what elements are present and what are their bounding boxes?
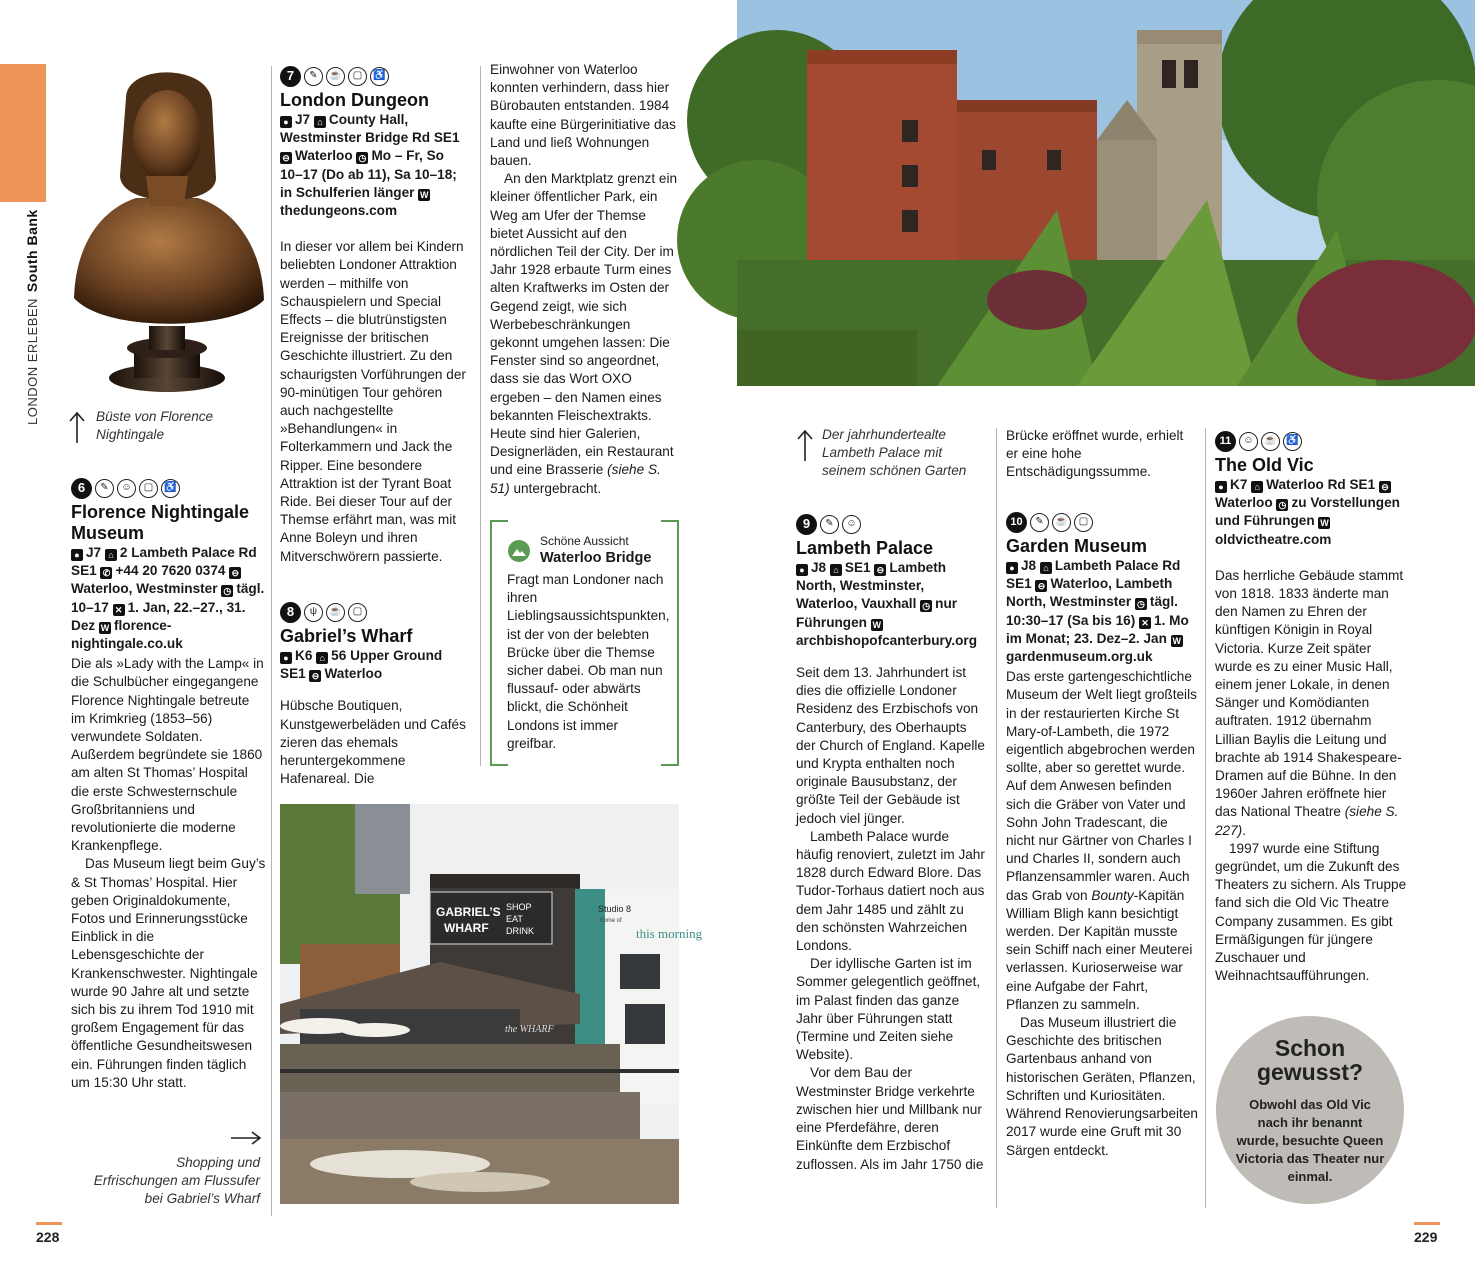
entry-body: Die als »Lady with the Lamp« in die Schulbücher eingegangene Florence Nightingale betreute im Krimkrieg (1853–56) verwundete Soldaten. Außerdem begründete sie 1860 am alten St Thomas’ Hospital die erste Schwesternschule Großbritanniens und revolutionierte die moderne Krankenpflege. <box>71 656 264 854</box>
entry-info: ● J7 ⌂ County Hall, Westminster Bridge Rd SE1 ⊖ Waterloo ◷ Mo – Fr, So 10–17 (Do ab 11), Sa 10–18; in Schulferien länger Wthedungeons.com <box>280 112 460 219</box>
entry-website[interactable]: gardenmuseum.org.uk <box>1006 649 1153 665</box>
entry-website[interactable]: oldvictheatre.com <box>1215 531 1332 547</box>
house-icon: ⌂ <box>1040 562 1052 574</box>
viewpoint-kicker: Schöne Aussicht <box>540 534 629 548</box>
entry-icons <box>1215 429 1407 453</box>
wheelchair-icon: ♿ <box>1283 432 1302 451</box>
lambeth-palace-photo <box>737 0 1475 386</box>
clock-icon: ◷ <box>920 600 932 612</box>
arrow-up-icon <box>68 410 86 444</box>
entry-title: London Dungeon <box>280 90 429 110</box>
viewpoint-title: Waterloo Bridge <box>540 550 652 566</box>
entry-body: In dieser vor allem bei Kindern beliebten Londoner Attraktion werden – mithilfe von Schauspielern und Special Effects – die blutrünstigsten Ereignisse der britischen Geschichte illustriert. Zu den schaurigsten Vorführungen der 90-minütigen Tour gehören auch nachgestellte »Behandlungen« in Folterkammern und Jack the Ripper. Eine besondere Attraktion ist der Tyrant Boat Ride. Bei dieser Tour auf der Themse erfährt man, was mit Anne Boleyn und ihren Mitverschwörern passierte. <box>280 239 466 564</box>
entry-number: 9 <box>796 514 817 535</box>
web-icon: W <box>1320 518 1329 529</box>
entry-title: Gabriel’s Wharf <box>280 626 413 646</box>
svg-text:Studio 8: Studio 8 <box>598 904 632 914</box>
entry-icons <box>280 64 470 88</box>
house-icon: ⌂ <box>830 564 842 576</box>
entry-icons <box>1006 510 1198 534</box>
clock-icon: ◷ <box>1135 598 1147 610</box>
clock-icon: ◷ <box>221 585 233 597</box>
arrow-right-icon <box>230 1130 262 1151</box>
column-rule <box>480 66 481 766</box>
underground-icon: ⊖ <box>874 564 886 576</box>
entry-garden-museum <box>1006 510 1198 1160</box>
svg-text:DRINK: DRINK <box>506 926 535 936</box>
did-you-know-circle <box>1216 1016 1404 1204</box>
clock-icon: ◷ <box>1276 499 1288 511</box>
column-rule <box>1205 428 1206 1208</box>
underground-icon: ⊖ <box>229 567 241 579</box>
ticket-icon: ✎ <box>304 67 323 86</box>
web-icon: W <box>872 619 882 630</box>
shop-icon: ▢ <box>139 479 158 498</box>
viewpoint-body: Fragt man Londoner nach ihren Lieblingsaussichtspunkten, ist der von der belebten Brücke über die Themse sicher dabei. Ob man nun flussauf- oder abwärts blickt, die Schönheit Londons ist immer greifbar. <box>507 572 670 751</box>
entry-website[interactable]: florence-nightingale.co.uk <box>71 617 183 652</box>
entry-info: ● J8 ⌂ Lambeth Palace Rd SE1 ⊖ Waterloo, Lambeth North, Westminster ◷ tägl. 10:30–17 (Sa bis 16) ✕ 1. Mo im Monat; 23. Dez–2. Jan Wgardenmuseum.org.uk <box>1006 558 1189 665</box>
wheelchair-icon: ♿ <box>370 67 389 86</box>
map-pin-icon: ● <box>1215 481 1227 493</box>
family-icon: ☺ <box>842 515 861 534</box>
entry-body: Seit dem 13. Jahrhundert ist dies die offizielle Londoner Residenz des Erzbischofs von Canterbury, des Oberhaupts der Church of England. Kapelle und Krypta enthalten noch originale Bausubstanz, der größte Teil der Gebäude ist jedoch viel jünger. <box>796 665 985 826</box>
shop-icon: ▢ <box>1074 513 1093 532</box>
ticket-icon: ✎ <box>820 515 839 534</box>
entry-icons <box>71 476 267 500</box>
entry-title: The Old Vic <box>1215 455 1314 475</box>
did-you-know-title: Schon gewusst? <box>1256 1035 1364 1085</box>
map-pin-icon: ● <box>280 116 292 128</box>
house-icon: ⌂ <box>105 549 117 561</box>
section-color-tab <box>0 64 46 202</box>
column-rule <box>271 66 272 1216</box>
svg-text:EAT: EAT <box>506 914 523 924</box>
section-label: LONDON ERLEBENSouth Bank <box>24 209 40 425</box>
entry-florence-nightingale <box>71 476 267 1092</box>
entry-website[interactable]: thedungeons.com <box>280 203 398 219</box>
wheelchair-icon: ♿ <box>161 479 180 498</box>
map-pin-icon: ● <box>796 564 808 576</box>
entry-number: 11 <box>1215 431 1236 452</box>
wharf-sign-arrows: SHOP <box>506 902 532 912</box>
entry-body: Der idyllische Garten ist im Sommer gelegentlich geöffnet, im Palast finden das ganze Jahr über Führungen statt (Termine und Zeiten siehe Website). <box>796 956 981 1063</box>
entry-title: Lambeth Palace <box>796 538 934 558</box>
entry-number: 6 <box>71 478 92 499</box>
map-pin-icon: ● <box>1006 562 1018 574</box>
cafe-icon: ☕ <box>1052 513 1071 532</box>
entry-title: Garden Museum <box>1006 536 1148 556</box>
entry-info: ● J8 ⌂ SE1 ⊖ Lambeth North, Westminster, Waterloo, Vauxhall ◷ nur Führungen Warchbishopofcanterbury.org <box>796 560 978 648</box>
entry-number: 10 <box>1006 512 1027 533</box>
house-icon: ⌂ <box>1251 481 1263 493</box>
family-icon: ☺ <box>1239 432 1258 451</box>
shop-icon: ▢ <box>348 67 367 86</box>
entry-website[interactable]: archbishopofcanterbury.org <box>796 632 978 648</box>
entry-info: ● J7 ⌂ 2 Lambeth Palace Rd SE1 ✆ +44 20 7620 0374 ⊖Waterloo, Westminster ◷ tägl. 10–17 ✕ 1. Jan, 22.–27., 31. Dez W florence-nightingale.co.uk <box>71 545 265 652</box>
family-icon: ☺ <box>117 479 136 498</box>
closed-calendar-icon: ✕ <box>113 604 125 616</box>
cafe-icon: ☕ <box>326 603 345 622</box>
ticket-icon: ✎ <box>95 479 114 498</box>
entry-body: Das erste gartengeschichtliche Museum der Welt liegt großteils in der restaurierten Kirche St Mary-of-Lambeth, die 1972 eigentlich abgebrochen werden sollte, aber so gerettet wurde. Auf dem Anwesen befinden sich die Gräber von Vater und Sohn John Tradescant, die nicht nur Gärtner von Charles I und Charles II, sondern auch Pflanzensammler waren. Auch das Grab von Bounty-Kapitän William Bligh kann besichtigt werden. Der Kapitän musste sein Schiff nach einer Meuterei verlassen. Kurioserweise war eine Aufgabe der Fahrt, Pflanzen zu sammeln. <box>1006 669 1197 1012</box>
lambeth-caption: Der jahrhundertealte Lambeth Palace mit seinem schönen Garten <box>796 426 991 481</box>
did-you-know-body: Obwohl das Old Vic nach ihr benannt wurde, besuchte Queen Victoria das Theater nur einmal. <box>1235 1097 1385 1184</box>
entry-body: Das Museum illustriert die Geschichte des britischen Gartenbaus anhand von historischen Geräten, Pflanzen, Schriften und Kuriositäten. Während Renovierungsarbeiten 2017 wurde eine Gruft mit 30 Särgen entdeckt. <box>1006 1015 1198 1158</box>
svg-text:WHARF: WHARF <box>444 921 489 935</box>
entry-body: Vor dem Bau der Westminster Bridge verkehrte zwischen hier und Millbank nur eine Pferdefähre, deren Einkünfte dem Erzbischof zuflossen. Als im Jahr 1750 die <box>796 1065 984 1172</box>
map-pin-icon: ● <box>280 652 292 664</box>
web-icon: W <box>420 189 429 200</box>
entry-info: ● K7 ⌂ Waterloo Rd SE1 ⊖Waterloo ◷ zu Vorstellungen und Führungen Woldvictheatre.com <box>1215 477 1400 547</box>
cafe-icon: ☕ <box>1261 432 1280 451</box>
mountain-icon <box>508 540 530 562</box>
gabriels-wharf-continued: Einwohner von Waterloo konnten verhindern, dass hier Bürobauten entstanden. 1984 kaufte eine Bürgerinitiative das Land und ließ Wohnungen bauen. An den Marktplatz grenzt ein kleiner öffentlicher Park, ein Weg am Ufer der Themse bietet Aussicht auf den nördlichen Teil der City. Der im Jahr 1928 erbaute Turm eines alten Kraftwerks im Osten der Gegend zeigt, wie sich Werbebeschränkungen gekonnt umgehen lassen: Die Fenster sind so angeordnet, dass sie das Wort OXO ergeben – den Namen eines bekannten Fleischextrakts. Heute sind hier Galerien, Designerläden, ein Restaurant und eine Brasserie (siehe S. 51) untergebracht. <box>490 62 678 496</box>
house-icon: ⌂ <box>314 116 326 128</box>
entry-number: 8 <box>280 602 301 623</box>
underground-icon: ⊖ <box>280 152 292 164</box>
house-icon: ⌂ <box>316 652 328 664</box>
entry-title: Florence Nightingale Museum <box>71 502 250 543</box>
web-icon: W <box>100 622 110 633</box>
wharf-caption: Shopping und Erfrischungen am Flussufer bei Gabriel’s Wharf <box>93 1155 260 1207</box>
page-number-right: 229 <box>1414 1222 1440 1245</box>
entry-icons <box>796 512 986 536</box>
entry-body: Lambeth Palace wurde häufig renoviert, zuletzt im Jahr 1828 durch Edward Blore. Das Tudor-Torhaus datiert noch aus dem Jahr 1485 und zählt zu den schönsten Wahrzeichen Londons. <box>796 828 985 954</box>
closed-calendar-icon: ✕ <box>1139 617 1151 629</box>
ticket-icon: ✎ <box>1030 513 1049 532</box>
map-pin-icon: ● <box>71 549 83 561</box>
underground-icon: ⊖ <box>1379 481 1391 493</box>
page-number-left: 228 <box>36 1222 62 1245</box>
svg-text:home of: home of <box>600 918 622 924</box>
web-icon: W <box>1172 635 1181 646</box>
bust-caption: Büste von Florence Nightingale <box>66 408 266 444</box>
svg-text:the WHARF: the WHARF <box>505 1024 554 1035</box>
entry-icons <box>280 600 470 624</box>
svg-text:this morning: this morning <box>636 926 703 941</box>
phone-icon: ✆ <box>100 567 112 579</box>
entry-old-vic <box>1215 429 1407 985</box>
entry-body: Das Museum liegt beim Guy’s & St Thomas’ Hospital. Hier geben Originaldokumente, Fotos und Erinnerungsstücke Einblick in die Lebensgeschichte der Krankenschwester. Nightingale wurde 90 Jahre alt und setzte sich bis zu ihrem Tod 1910 mit großem Engagement für das öffentliche Gesundheitswesen ein. Führungen finden täglich um 15:30 Uhr statt. <box>71 856 266 1090</box>
entry-body: 1997 wurde eine Stiftung gegründet, um die Zukunft des Theaters zu sichern. Als Truppe fand sich die Old Vic Theatre Company zusammen. Es gibt Ermäßigungen für jüngere Zuschauer und Weihnachtsaufführungen. <box>1215 840 1407 984</box>
entry-body: Das herrliche Gebäude stammt von 1818. 1833 änderte man den Namen zu Ehren der künftigen Königin in Royal Victoria. Kurze Zeit später wurde es zu einer Music Hall, einem jener Lokale, in denen Sänger und Komödianten auftraten. 1912 übernahm Lillian Baylis die Leitung und brachte ab 1914 Shakespeare-Dramen auf die Bühne. In den 1960er Jahren eröffnete hier das National Theatre (siehe S. 227). <box>1215 567 1404 838</box>
cafe-icon: ☕ <box>326 67 345 86</box>
restaurant-icon: ψ <box>304 603 323 622</box>
gabriels-wharf-photo <box>280 804 703 1204</box>
entry-body: Hübsche Boutiquen, Kunstgewerbeläden und Cafés zieren das ehemals heruntergekommene Hafenareal. Die <box>280 698 466 787</box>
entry-gabriels-wharf <box>280 600 470 788</box>
underground-icon: ⊖ <box>1035 580 1047 592</box>
lambeth-continued: Brücke eröffnet wurde, erhielt er eine hohe Entschädigungssumme. <box>1006 428 1184 480</box>
entry-london-dungeon <box>280 64 470 566</box>
wharf-sign-name: GABRIEL’S <box>436 905 501 919</box>
viewpoint-box <box>490 520 679 766</box>
nightingale-bust-image <box>66 58 268 400</box>
shop-icon: ▢ <box>348 603 367 622</box>
entry-lambeth-palace <box>796 512 986 1174</box>
arrow-up-icon <box>796 428 814 462</box>
entry-info: ● K6 ⌂ 56 Upper Ground SE1 ⊖ Waterloo <box>280 648 443 682</box>
clock-icon: ◷ <box>356 152 368 164</box>
column-rule <box>996 428 997 1208</box>
entry-number: 7 <box>280 66 301 87</box>
underground-icon: ⊖ <box>309 670 321 682</box>
